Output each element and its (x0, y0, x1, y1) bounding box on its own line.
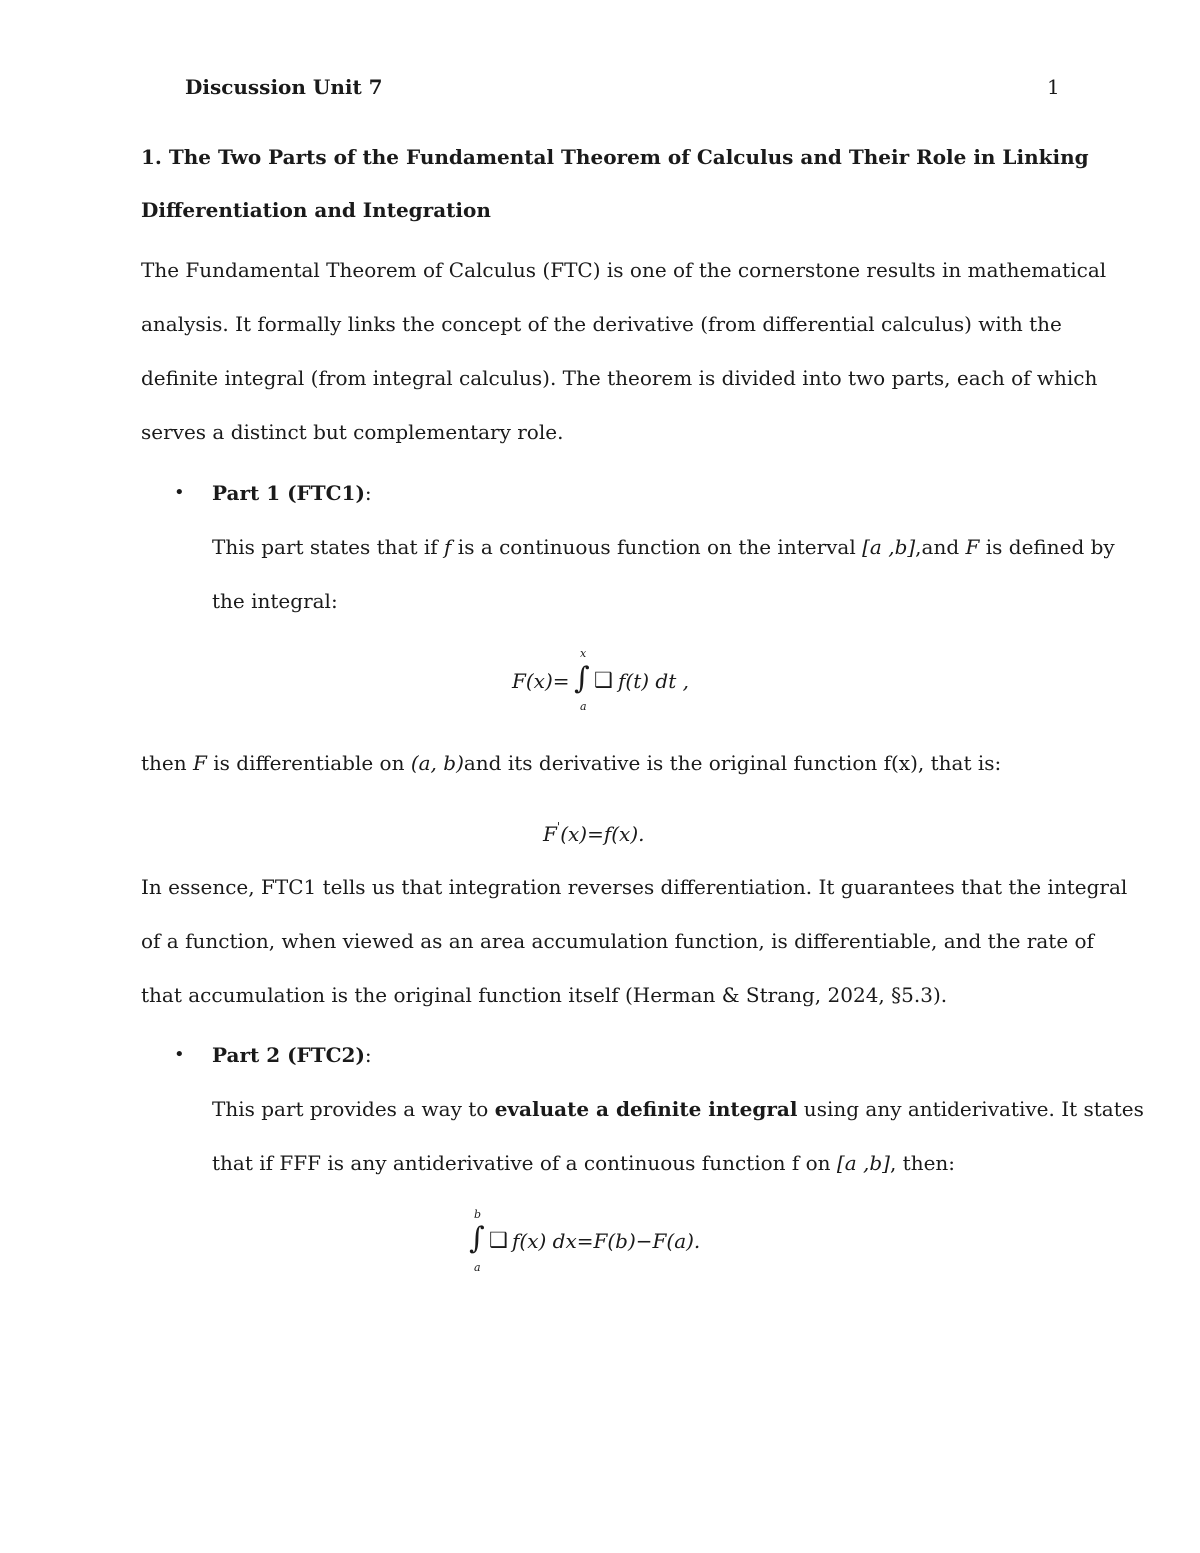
part2-label-line (212, 1043, 372, 1067)
part1-statement-line-1 (212, 535, 1115, 559)
text-run: is differentiable on (206, 751, 411, 775)
section-heading-line-1: 1. The Two Parts of the Fundamental Theorem of Calculus and Their Role in Linking (141, 145, 1089, 169)
intro-line: The Fundamental Theorem of Calculus (FTC) is one of the cornerstone results in mathematical (141, 258, 1107, 282)
text-run: This part provides a way to (212, 1097, 495, 1121)
math-interval: [a ,b] (862, 535, 916, 559)
intro-line: analysis. It formally links the concept of the derivative (from differential calculus) with the (141, 312, 1062, 336)
part2-label: Part 2 (FTC2) (212, 1043, 365, 1067)
placeholder-box: ❑ (489, 1228, 508, 1252)
prime-mark: ' (556, 820, 561, 834)
part1-label-colon: : (364, 481, 372, 505)
running-header-title: Discussion Unit 7 (185, 75, 383, 99)
intro-line: definite integral (from integral calculus). The theorem is divided into two parts, each of which (141, 366, 1098, 390)
part2-label-colon: : (364, 1043, 372, 1067)
page-number: 1 (1047, 75, 1060, 99)
integral-upper-limit: x (580, 647, 587, 660)
math-F: F (193, 751, 207, 775)
essence-line: of a function, when viewed as an area accumulation function, is differentiable, and the rate of (141, 929, 1094, 953)
intro-line: serves a distinct but complementary role. (141, 420, 564, 444)
emphasis: evaluate a definite integral (494, 1097, 798, 1121)
text-run: , then: (889, 1151, 956, 1175)
integral-sign: ∫ (469, 1221, 485, 1256)
text-run: ,and (915, 535, 966, 559)
text-run: and its derivative is the original function f(x), that is: (463, 751, 1002, 775)
part2-statement-line-2 (212, 1151, 955, 1175)
text-run: is a continuous function on the interval (451, 535, 863, 559)
math-F: F (965, 535, 980, 559)
integral-upper-limit: b (474, 1208, 482, 1221)
part2-bullet: • (174, 1044, 185, 1065)
integral-lower-limit: a (474, 1261, 481, 1274)
text-run: using any antiderivative. It states (797, 1097, 1144, 1121)
placeholder-box: ❑ (594, 668, 613, 692)
equation-body: f(x) dx=F(b)−F(a). (512, 1229, 701, 1253)
section-heading-line-2: Differentiation and Integration (141, 198, 491, 222)
essence-line: In essence, FTC1 tells us that integration reverses differentiation. It guarantees that the integral (141, 875, 1128, 899)
essence-line: that accumulation is the original function itself (Herman & Strang, 2024, §5.3). (141, 983, 948, 1007)
math-open-interval: (a, b) (410, 751, 464, 775)
equation-integrand: f(t) dt , (618, 669, 689, 693)
math-rest: (x)=f(x). (560, 822, 645, 846)
integral-sign: ∫ (574, 661, 590, 696)
math-f: f (444, 535, 452, 559)
equation-lhs: F(x)= (512, 669, 570, 693)
derivative-equation (543, 815, 645, 846)
part1-label-line (212, 481, 372, 505)
then-line (141, 751, 1001, 775)
math-interval: [a ,b] (836, 1151, 890, 1175)
part1-statement-line-2: the integral: (212, 589, 338, 613)
math-F: F (543, 822, 557, 846)
text-run: then (141, 751, 193, 775)
text-run: that if FFF is any antiderivative of a continuous function f on (212, 1151, 837, 1175)
integral-lower-limit: a (580, 700, 587, 713)
part2-statement-line-1 (212, 1097, 1144, 1121)
part1-bullet: • (174, 482, 185, 503)
part1-label: Part 1 (FTC1) (212, 481, 365, 505)
text-run: is defined by (979, 535, 1115, 559)
text-run: This part states that if (212, 535, 445, 559)
